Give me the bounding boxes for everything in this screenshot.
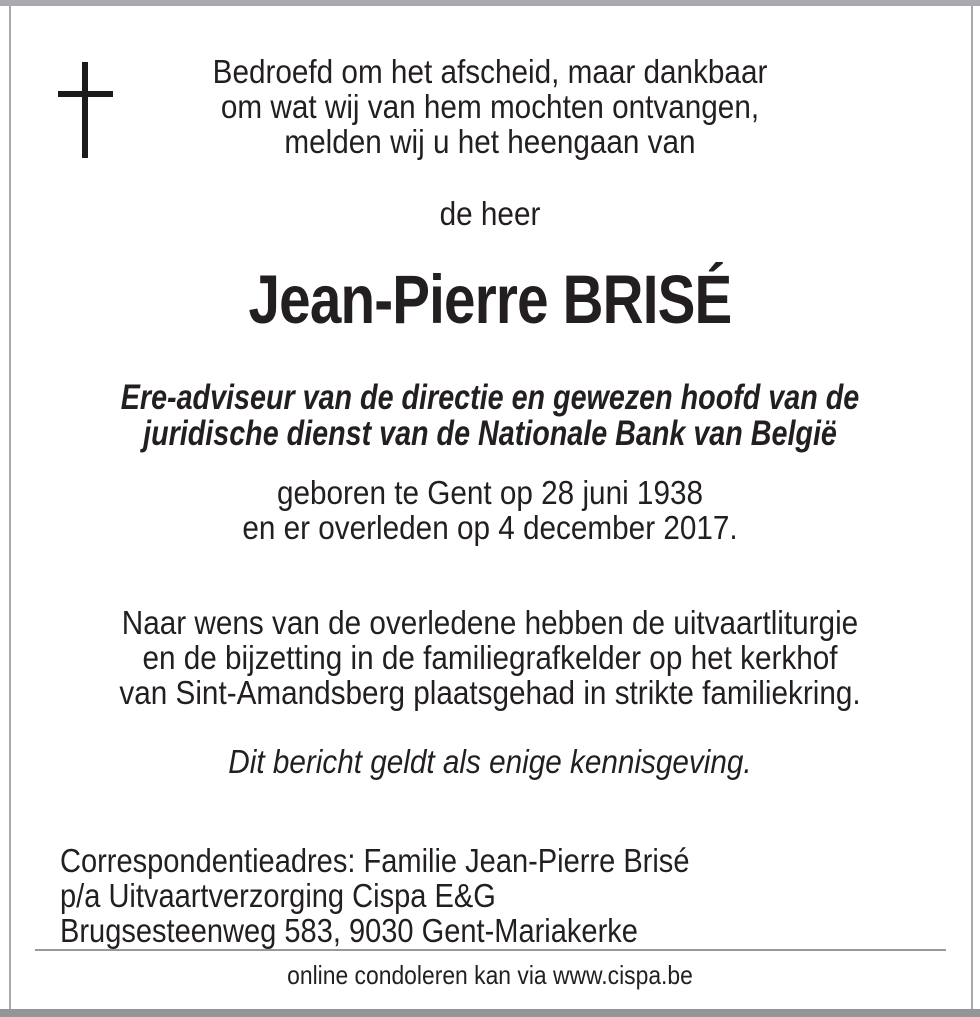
- death-line: en er overleden op 4 december 2017.: [242, 509, 738, 546]
- funeral-line: Naar wens van de overledene hebben de uitvaartliturgie: [121, 604, 859, 641]
- funeral-info-block: [49, 605, 931, 710]
- deceased-name: Jean-Pierre BRISÉ: [248, 261, 732, 338]
- intro-line: Bedroefd om het afscheid, maar dankbaar: [212, 53, 768, 90]
- birth-line: geboren te Gent op 28 juni 1938: [276, 474, 704, 511]
- honorary-title-line: juridische dienst van de Nationale Bank van België: [143, 414, 837, 453]
- funeral-line: en de bijzetting in de familiegrafkelder op het kerkhof: [142, 639, 838, 676]
- intro-line: om wat wij van hem mochten ontvangen,: [220, 88, 760, 125]
- card-border-right: [971, 6, 973, 1009]
- card-border-bottom: [0, 1009, 980, 1017]
- footer-divider: [35, 949, 946, 951]
- correspondence-line: p/a Uitvaartverzorging Cispa E&G: [60, 877, 496, 914]
- card-border-left: [9, 6, 11, 1009]
- intro-line: melden wij u het heengaan van: [284, 123, 696, 160]
- honorary-title-block: [88, 380, 892, 452]
- birth-death-block: [49, 475, 931, 545]
- honorary-title-line: Ere-adviseur van de directie en gewezen hoofd van de: [120, 378, 860, 417]
- salutation: de heer: [439, 195, 541, 232]
- notice-line: Dit bericht geldt als enige kennisgeving.: [228, 743, 752, 780]
- funeral-line: van Sint-Amandsberg plaatsgehad in strikte familiekring.: [119, 674, 861, 711]
- correspondence-line: Brugsesteenweg 583, 9030 Gent-Mariakerke: [60, 912, 638, 949]
- online-condolence-line: online condoleren kan via www.cispa.be: [287, 960, 693, 990]
- correspondence-block: [60, 843, 689, 948]
- correspondence-line: Correspondentieadres: Familie Jean-Pierre Brisé: [60, 842, 690, 879]
- card-border-top: [0, 0, 980, 6]
- intro-block: [49, 54, 931, 159]
